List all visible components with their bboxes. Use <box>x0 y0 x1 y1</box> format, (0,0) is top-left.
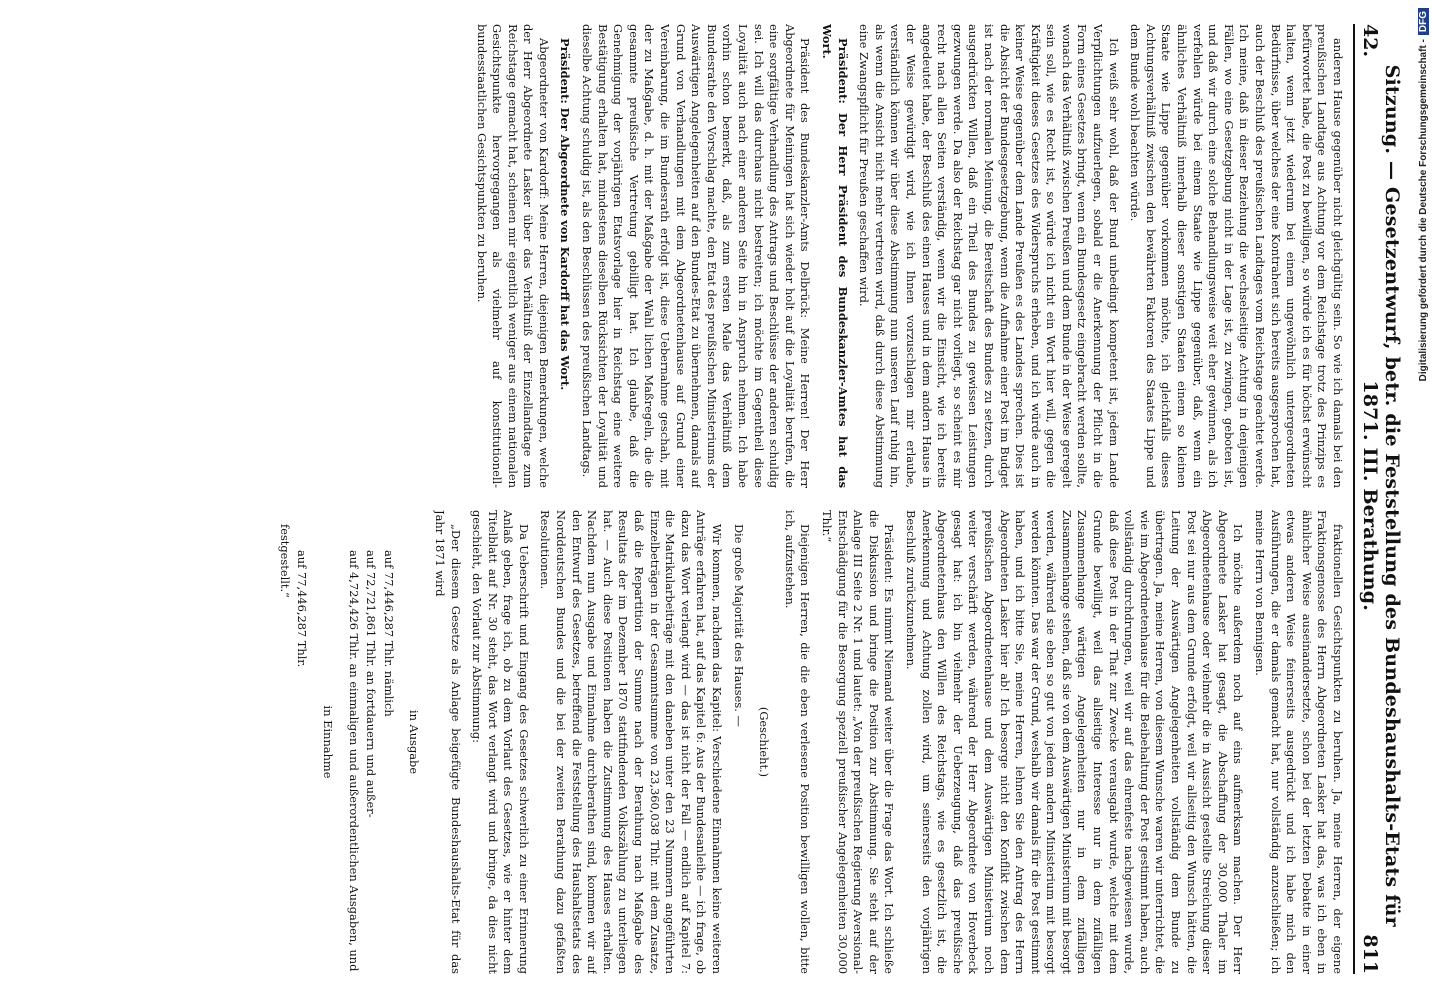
paragraph: festgestellt.“ <box>277 524 292 598</box>
left-column <box>15 24 1345 488</box>
paragraph: Präsident: Es nimmt Niemand weiter über die Frage das Wort. Ich schließe die Diskussion und bringe die Position zur Abstimmung. Sie steht auf der Anlage III Seite 2 Nr. 1 und lautet: „Von der preußischen Regierung Aversional-Entschädigung für die Besorgung speziell preußischer Angelegenheiten 30,000 Thlr.“ <box>820 510 897 974</box>
paragraph: Ich möchte außerdem noch auf eins aufmerksam machen. Der Herr Abgeordnete Lasker hat gesagt, die Abschaffung der 30,000 Thaler im Abgeordnetenhause oder vielmehr die in Aussicht gestellte Streichung dieser Post sei nur aus dem Grunde erfolgt, weil wir allseitig den Wunsch hätten, die Leitung der Auswärtigen Angelegenheiten vollständig dem Bunde zu übertragen. Ja, meine Herren, von diesem Wunsche waren wir unterrichtet, die wie im Abgeordnetenhause für die Beibehaltung der Post gestimmt haben, auch vollständig durchdrungen, weil wir auf das ehrenfeste nachgewiesen wurde, daß diese Post in der That zur Zwecke verausgabt wurde, welche mit dem Grunde bewilligt, weil das allseitige Interesse nur in dem zufälligen Zusammenhange wärtigen Angelegenheiten nur in dem zufälligen Zusammenhange stehen, daß sie von dem Auswärtigen Ministerium mit besorgt werden, während sie eben so gut von jedem andern Ministerium mit besorgt werden könnten. Das war der Grund, weshalb wir damals für die Post gestimmt haben, und ich bitte Sie, meine Herren, lehnen Sie den Antrag des Herrn Abgeordneten Lasker hier ab! Ich besorge nicht den Konflikt zwischen dem preußischen Abgeordnetenhause und dem Auswärtigen Ministerium noch weiter verschärft werden, während der Herr Abgeordnete von Hoverbeck gesagt hat: ich bin vielmehr der Ueberzeugung, daß das preußische Abgeordnetenhaus den Willen des Reichstags, wie es gesetzlich ist, die Anerkennung und Achtung zollen wird, um seinerseits den vorjährigen Beschluß zurückzunehmen. <box>903 510 1246 974</box>
speaker-line: Präsident: Der Herr Präsident des Bundeskanzler-Amtes hat das Wort. <box>820 24 850 488</box>
page-header <box>1353 24 1403 974</box>
quoted-law-text: „Der diesem Gesetze als Anlage beigefügte Bundeshaushalts-Etat für das Jahr 1871 wird <box>432 510 463 974</box>
dfg-logo-badge: DFG <box>1418 8 1429 35</box>
paragraph: Abgeordneter von Kardorff: Meine Herren, diejenigen Bemerkungen, welche der Herr Abgeordnete Lasker über das Verhältniß der Einzellandtage zum Reichstage gemacht hat, scheinen mir eigentlich weniger aus einem nationalen Gesichtspunkte hervorgegangen als vielmehr auf konstitutionell-bundesstaatlichen Gesichtspunkten zu beruhen. <box>474 24 551 488</box>
paragraph: Präsident des Bundeskanzler-Amts Delbrück: Meine Herren! Der Herr Abgeordnete für Meiningen hat sich wieder holt auf die Loyalität berufen, die eine sorgfältige Verhandlung des Antrags und Beschlüsse der anderen schuldig sei. Ich will das durchaus nicht bestreiten; ich möchte im Gegentheil diese Loyalität auch nach einer anderen Seite hin in Anspruch nehmen. Ich habe vorhin schon bemerkt, daß, als zum ersten Male das Verhältniß dem Bundesrathe den Vorschlag machte, den Etat des preußischen Ministeriums der Auswärtigen Angelegenheiten auf den Bundes-Etat zu übernehmen, damals auf Grund von Verhandlungen mit dem Abgeordnetenhause auf Grund einer Vereinbarung, die im Bundesrath erfolgt ist, diese Uebernahme geschah, mit der zu Maßgabe, d. h. mit der Maßgabe der Wahl lichen Maßregeln, die die gesammte preußische Vertretung gebilligt hat. Ich glaube, daß die Genehmigung der vorjährigen Etatsvorlage hier in Reichstag eine weitere Bestätigung erhalten hat, mindestens dieselben Rücksichten der Loyalität und dieselbe Achtung schuldig ist, als den Beschlüssen des preußischen Landtags. <box>580 24 813 488</box>
paragraph: Ich weiß sehr wohl, daß der Bund unbedingt kompetent ist, jedem Lande Verpflichtungen aufzuerlegen, sobald er die Anerkennung der Pflicht in die Form eines Gesetzes bringt, wenn ein Bundesgesetz eingebracht werden sollte, wonach das Verhältniß zwischen Preußen und dem Bunde in der Weise geregelt sein soll, wie es Recht ist, so würde ich nicht ein Wort hier will, gegen die Kräftigkeit dieses Gesetzes des Widerspruchs erheben, und ich würde auch in keiner Weise gegenüber dem Lande Preußen es des Landes sprechen. Dies ist die Absicht der Bundesgesetzgebung, wenn die Aufnahme einer Post im Budget ist nach der normalen Meinung, die Bereitschaft des Bundes zu setzen, durch ausgedrückten Willen, daß ein Theil des Bundes zu gewissen Leistungen gezwungen werde. Da also der Reichstag gar nicht vorliegt, so scheint es mir recht nach allen Seiten verständig, wenn wir die Einsicht, wie ich bereits angedeutet habe, der Beschluß des einen Hauses und in dem andern Hause in der Weise gewürdigt wird, wie ich Ihnen vorzuschlagen mir erlaube, verständlich können wir über diese Abstimmung nun unseren Lauf ruhig hin, als wenn die Ansicht nicht mehr vertreten wird, daß durch diese Abstimmung eine Zwangspflicht für Preußen geschaffen wird. <box>857 24 1121 488</box>
budget-heading-revenue: in Einnahme <box>320 705 335 779</box>
budget-heading-expenditure: in Ausgabe <box>407 709 422 775</box>
page-session-number: 42. <box>1359 24 1381 58</box>
budget-amount: auf 72,721,861 Thlr. an fortdauern und außer- <box>364 550 379 818</box>
speaker-line: Präsident: Der Abgeordnete von Kardorff hat das Wort. <box>558 38 573 391</box>
paragraph: Da Ueberschrift und Eingang des Gesetzes schwerlich zu einer Erinnerung Anlaß geben, frage ich, ob zu dem Vorlaut des Gesetzes, wie er hinter dem Titelblatt auf Nr. 30 steht, das Wort verlangt wird und bringe, da dies nicht geschieht, den Vorlaut zur Abstimmung: <box>470 510 531 974</box>
digitization-credit <box>1418 8 1432 998</box>
paragraph: anderen Hause gegenüber nicht gleichgültig sein. So wie ich damals bei den preußischen Landtage aus Achtung vor dem Reichstage trotz des Prinzips es befürwortet habe, die Post zu bewilligen, so würde ich es für höchst erwünscht halten, wenn jetzt wiederum bei einem ungewöhnlich untergeordneten Bedürfnisse, über welches der eine Kontrahent sich bereits ausgesprochen hat, auch der Beschluß des preußischen Landtages vom Reichstage geachtet werde. Ich meine, daß in dieser Beziehung die wechselseitige Achtung in denjenigen Fällen, wo eine Gesetzgebung nicht in der Lage ist, zu zwingen, geboten ist, und daß wir durch eine solche Behandlungsweise weit eher gewinnen, als ich verfehlen würde bei einem Staate wie Lippe gegenüber, daß, wenn ein ähnliches Verhältniß innerhalb dieser sonstigen Staaten einem so kleinen Staate wie Lippe gegenüber vorkommen möchte, ich gleichfalls dieses Achtungsverhältniß zwischen den bewährten Faktoren des Staates Lippe und dem Bunde wohl beachten würde. <box>1128 24 1345 488</box>
paragraph: fraktionellen Gesichtspunkten zu beruhen. Ja, meine Herren, der eigene Fraktionsgenosse des Herrn Abgeordneten Lasker hat das, was ich eben in ähnlicher Weise auseinandersetzte, schon bei der letzten Debatte in einer etwas anderen Weise feinerseits ausgedrückt und ich habe mich den Ausführungen, die er damals gemacht hat, nur vollständig anzuschließen; ich meine Herrn von Bennigsen. <box>1253 510 1345 974</box>
stage-direction: (Geschieht.) <box>757 706 772 778</box>
right-column <box>15 510 1345 974</box>
budget-amount: auf 77,446,287 Thlr. nämlich <box>381 550 396 717</box>
text-columns <box>15 24 1345 974</box>
paragraph: Wir kommen, nachdem das Kapitel: Verschiedene Einnahmen keine weiteren Anträge erfahren hat, auf das Kapitel 6: Aus der Bundesanleihe — ich frage, ob dazu das Wort verlangt wird — das ist nicht der Fall — endlich auf Kapitel 7: die Matrikularbeiträge mit den daneben unter den 23 Nummern angeführten Einzelbeträgen in der Gesammtsumme von 23,360,038 Thlr. mit dem Zusatze, daß die Repartition der Summe nach der Berathung nach Maßgabe des Resultats der im Dezember 1870 stattfindenden Volkszählung zu unterliegen hat. — Auch diese Positionen haben die Zustimmung des Hauses erhalten. Nachdem nun Ausgabe und Einnahme durchberathen sind, kommen wir auf den Entwurf des Gesetzes, betreffend die Feststellung des Haushaltsetats des Norddeutschen Bundes und die bei der zweiten Berathung dazu gefaßten Resolutionen. <box>538 510 725 974</box>
rotated-document-page <box>0 10 1405 990</box>
digitization-credit-text: Digitalisierung gefördert durch die Deutsche Forschungsgemeinschaft - <box>1418 39 1429 382</box>
page-title: Sitzung. — Gesetzentwurf, betr. die Feststellung des Bundeshaushalts-Etats für 1871. III. Berathung. <box>1359 64 1403 927</box>
budget-amount: auf 4,724,426 Thlr. an einmaligen und außerordentlichen Ausgaben, und <box>346 550 361 972</box>
paragraph: Die große Majorität des Hauses. — <box>731 524 746 727</box>
paragraph: Diejenigen Herren, die die eben verlesene Position bewilligen wollen, bitte ich, aufzustehen. <box>782 510 813 974</box>
budget-amount: auf 77,446,287 Thlr. <box>295 550 310 668</box>
page-number: 811 <box>1359 934 1381 974</box>
